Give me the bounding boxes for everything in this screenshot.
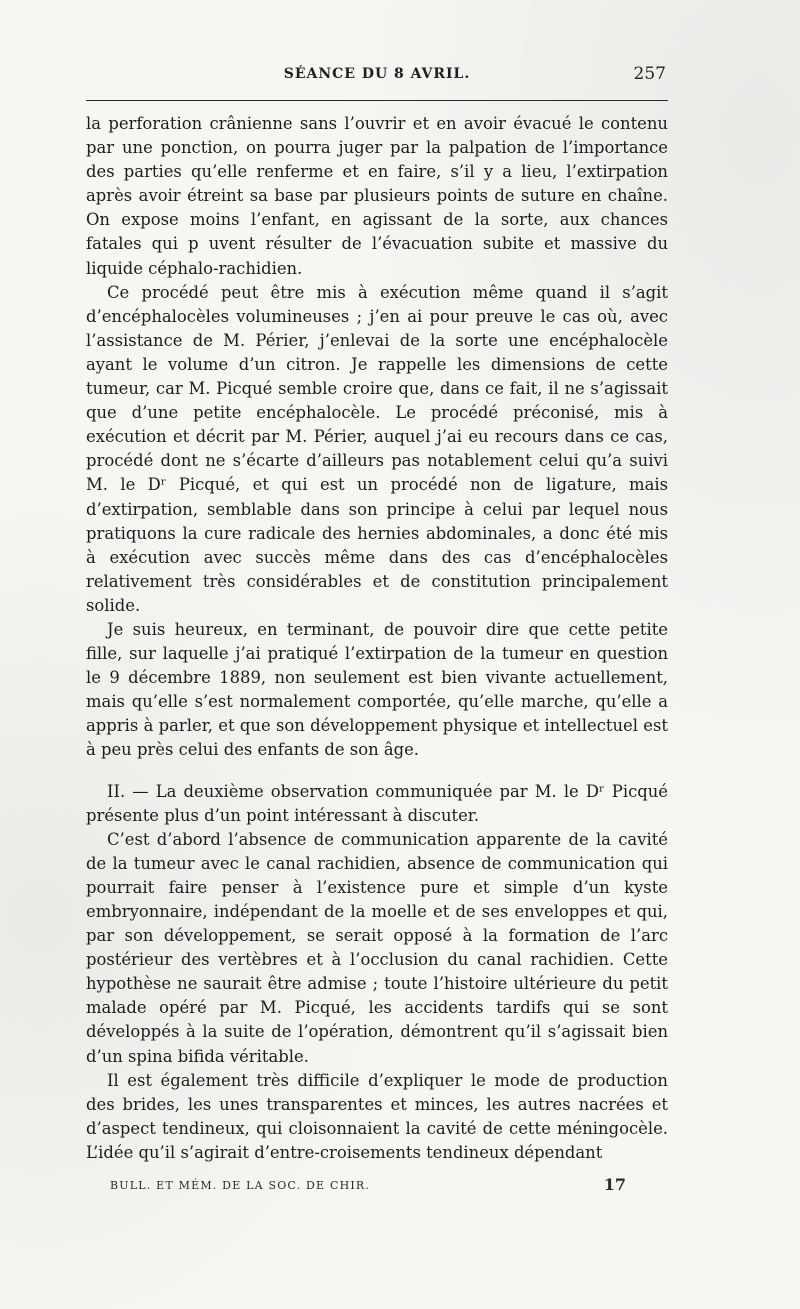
page-footer — [110, 1175, 630, 1199]
page-header — [86, 60, 668, 101]
paragraph-2: Ce procédé peut être mis à exécution même quand il s’agit d’encéphalocèles volumineuses ; j’en ai pour preuve le cas où, avec l’assistance de M. Périer, j’enlevai de la sorte une encéphalocèle ayant le volume d’un citron. Je rappelle les dimensions de cette tumeur, car M. Picqué semble croire que, dans ce fait, il ne s’agissait que d’une petite encéphalocèle. Le procédé préconisé, mis à exécution et décrit par M. Périer, auquel j’ai eu recours dans ce cas, procédé dont ne s’écarte d’ailleurs pas notablement celui qu’a suivi M. le Dʳ Picqué, et qui est un procédé non de ligature, mais d’extirpation, semblable dans son principe à celui par lequel nous pratiquons la cure radicale des hernies abdominales, a donc été mis à exécution avec succès même dans des cas d’encéphalocèles relativement très considérables et de constitution principalement solide. — [86, 282, 668, 615]
page-number: 257 — [633, 64, 666, 84]
paragraph-1: la perforation crânienne sans l’ouvrir et en avoir évacué le contenu par une ponction, on pourra juger par la palpation de l’importance des parties qu’elle renferme et en faire, s’il y a lieu, l’extirpation après avoir étreint sa base par plusieurs points de suture en chaîne. On expose moins l’enfant, en agissant de la sorte, aux chances fatales qui p uvent résulter de l’évacuation subite et massive du liquide céphalo-rachidien. — [86, 114, 668, 278]
paragraph-6: Il est également très difficile d’expliquer le mode de production des brides, les unes transparentes et minces, les autres nacrées et d’aspect tendineux, qui cloisonnaient la cavité de cette méningocèle. L’idée qu’il s’agirait d’entre-croisements tendineux dépendant — [86, 1070, 668, 1162]
journal-title: BULL. ET MÉM. DE LA SOC. DE CHIR. — [110, 1179, 371, 1192]
body-text — [86, 112, 668, 1165]
paragraph-5: C’est d’abord l’absence de communication apparente de la cavité de la tumeur avec le canal rachidien, absence de communication qui pourrait faire penser à l’existence pure et simple d’un kyste embryonnaire, indépendant de la moelle et de ses enveloppes et qui, par son développement, se serait opposé à la formation de l’arc postérieur des vertèbres et à l’occlusion du canal rachidien. Cette hypothèse ne saurait être admise ; toute l’histoire ultérieure du petit malade opéré par M. Picqué, les accidents tardifs qui se sont développés à la suite de l’opération, démontrent qu’il s’agissait bien d’un spina bifida véritable. — [86, 829, 668, 1066]
paragraph-4: II. — La deuxième observation communiquée par M. le Dʳ Picqué présente plus d’un point intéressant à discuter. — [86, 781, 668, 825]
signature-mark: 17 — [603, 1175, 626, 1194]
paragraph-3: Je suis heureux, en terminant, de pouvoir dire que cette petite fille, sur laquelle j’ai pratiqué l’extirpation de la tumeur en question le 9 décembre 1889, non seulement est bien vivante actuellement, mais qu’elle s’est normalement comportée, qu’elle marche, qu’elle a appris à parler, et que son développement physique et intellectuel est à peu près celui des enfants de son âge. — [86, 619, 668, 760]
running-title: SÉANCE DU 8 AVRIL. — [283, 66, 471, 82]
